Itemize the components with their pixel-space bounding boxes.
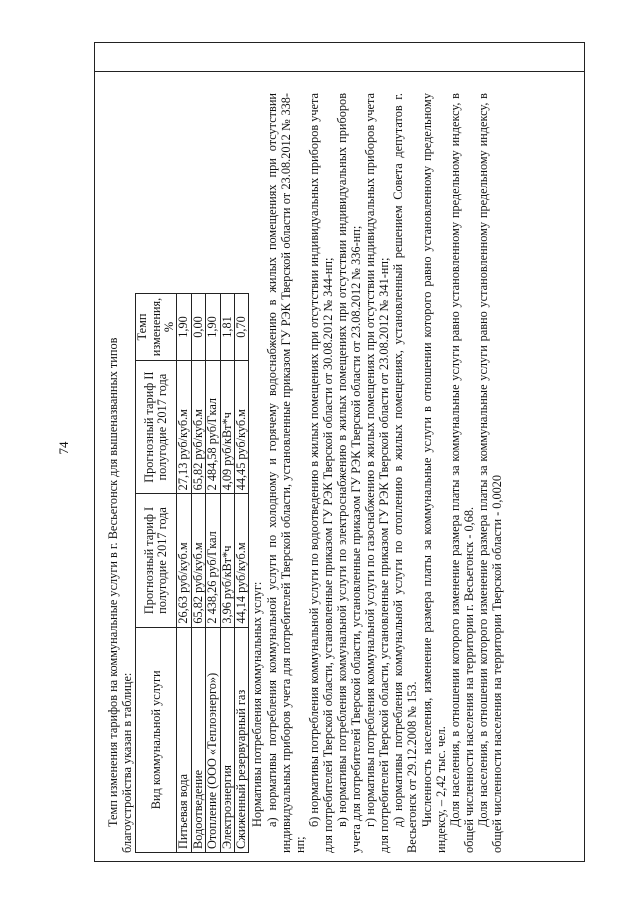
paragraph: Доля населения, в отношении которого изменение размера платы за коммунальные услуги равно установленному предельному индексу, в общей численности населения на территории г. Весьегонск - 0,68. (447, 93, 476, 853)
paragraph: Численность населения, изменение размера платы за коммунальные услуги в отношении которого равно установленному предельному индексу, – 2,42 тыс. чел. (419, 93, 448, 853)
paragraph: б) нормативы потребления коммунальной услуги по водоотведению в жилых помещениях при отсутствии индивидуальных приборов учета для потребителей Тверской области, установленные приказом ГУ РЭК Тверской области от 30.08.2012 № 344-нп; (306, 93, 335, 853)
page-number: 74 (56, 441, 71, 455)
paragraph: Нормативы потребления коммунальных услуг: (250, 581, 265, 827)
table-cell: 65,82 руб/куб.м (191, 494, 205, 627)
header-change-rate: Темп изменения, % (136, 294, 177, 361)
header-tariff-h2: Прогнозный тариф II полугодие 2017 года (136, 361, 177, 494)
table-cell: Сжиженный резервуарный газ (235, 627, 249, 852)
margin-column-line (94, 42, 585, 72)
table-cell: Питьевая вода (177, 627, 191, 852)
paragraph: г) нормативы потребления коммунальной услуги по газоснабжению в жилых помещениях при отсутствии индивидуальных приборов учета для потребителей Тверской области, установленные приказом ГУ РЭК Тверской области от 23.08.2012 № 341-нп; (363, 93, 392, 853)
tariff-table (135, 293, 249, 853)
intro-line-2: благоустройства указан в таблице: (120, 672, 135, 853)
table-cell: 65,82 руб/куб.м (191, 361, 205, 494)
table-cell: 1,81 (220, 294, 234, 361)
table-cell: Отопление (ООО «Теплоэнерго») (206, 627, 220, 852)
table-cell: 1,90 (177, 294, 191, 361)
table-row (206, 294, 220, 853)
paragraph: в) нормативы потребления коммунальной услуги по электроснабжению в жилых помещениях при отсутствии индивидуальных приборов учета для потребителей Тверской области, установленные приказом ГУ РЭК Тверской области от 23.08.2012 № 336-нп; (335, 93, 364, 853)
table-cell: 26,63 руб/куб.м (177, 494, 191, 627)
paragraph: Доля населения, в отношении которого изменение размера платы за коммунальные услуги равно установленному предельному индексу, в общей численности населения на территории Тверской области - 0,0020 (475, 93, 505, 853)
paragraph: а) нормативы потребления коммунальной услуги по холодному и горячему водоснабжению в жилых помещениях при отсутствии индивидуальных приборов учета для потребителей Тверской области, установленные приказом ГУ РЭК Тверской области от 23.08.2012 № 338-нп; (264, 93, 307, 853)
rotated-content (106, 93, 574, 853)
header-tariff-h1: Прогнозный тариф I полугодие 2017 года (136, 494, 177, 627)
table-cell: 0,70 (235, 294, 249, 361)
table-cell: 2 484,58 руб/Гкал (206, 361, 220, 494)
table-row (191, 294, 205, 853)
table-cell: 3,96 руб/кВт*ч (220, 494, 234, 627)
table-cell: 0,00 (191, 294, 205, 361)
intro-line-1: Темп изменения тарифов на коммунальные услуги в г. Весьегонск для вышеназванных типов (106, 337, 120, 827)
table-row (235, 294, 249, 853)
paragraph: д) нормативы потребления коммунальной услуги по отоплению в жилых помещениях, установленный решением Совета депутатов г. Весьегонск от 29.12.2008 № 153. (391, 93, 420, 853)
table-cell: 44,45 руб/куб.м (235, 361, 249, 494)
table-cell: 4,09 руб/кВт*ч (220, 361, 234, 494)
table-cell: 44,14 руб/куб.м (235, 494, 249, 627)
header-service: Вид коммунальной услуги (136, 627, 177, 852)
table-row (177, 294, 191, 853)
table-header-row (136, 294, 177, 853)
table-cell: Электроэнергия (220, 627, 234, 852)
table-cell: 27,13 руб/куб.м (177, 361, 191, 494)
table-row (220, 294, 234, 853)
table-cell: 2 438,26 руб/Гкал (206, 494, 220, 627)
table-cell: 1,90 (206, 294, 220, 361)
table-cell: Водоотведение (191, 627, 205, 852)
